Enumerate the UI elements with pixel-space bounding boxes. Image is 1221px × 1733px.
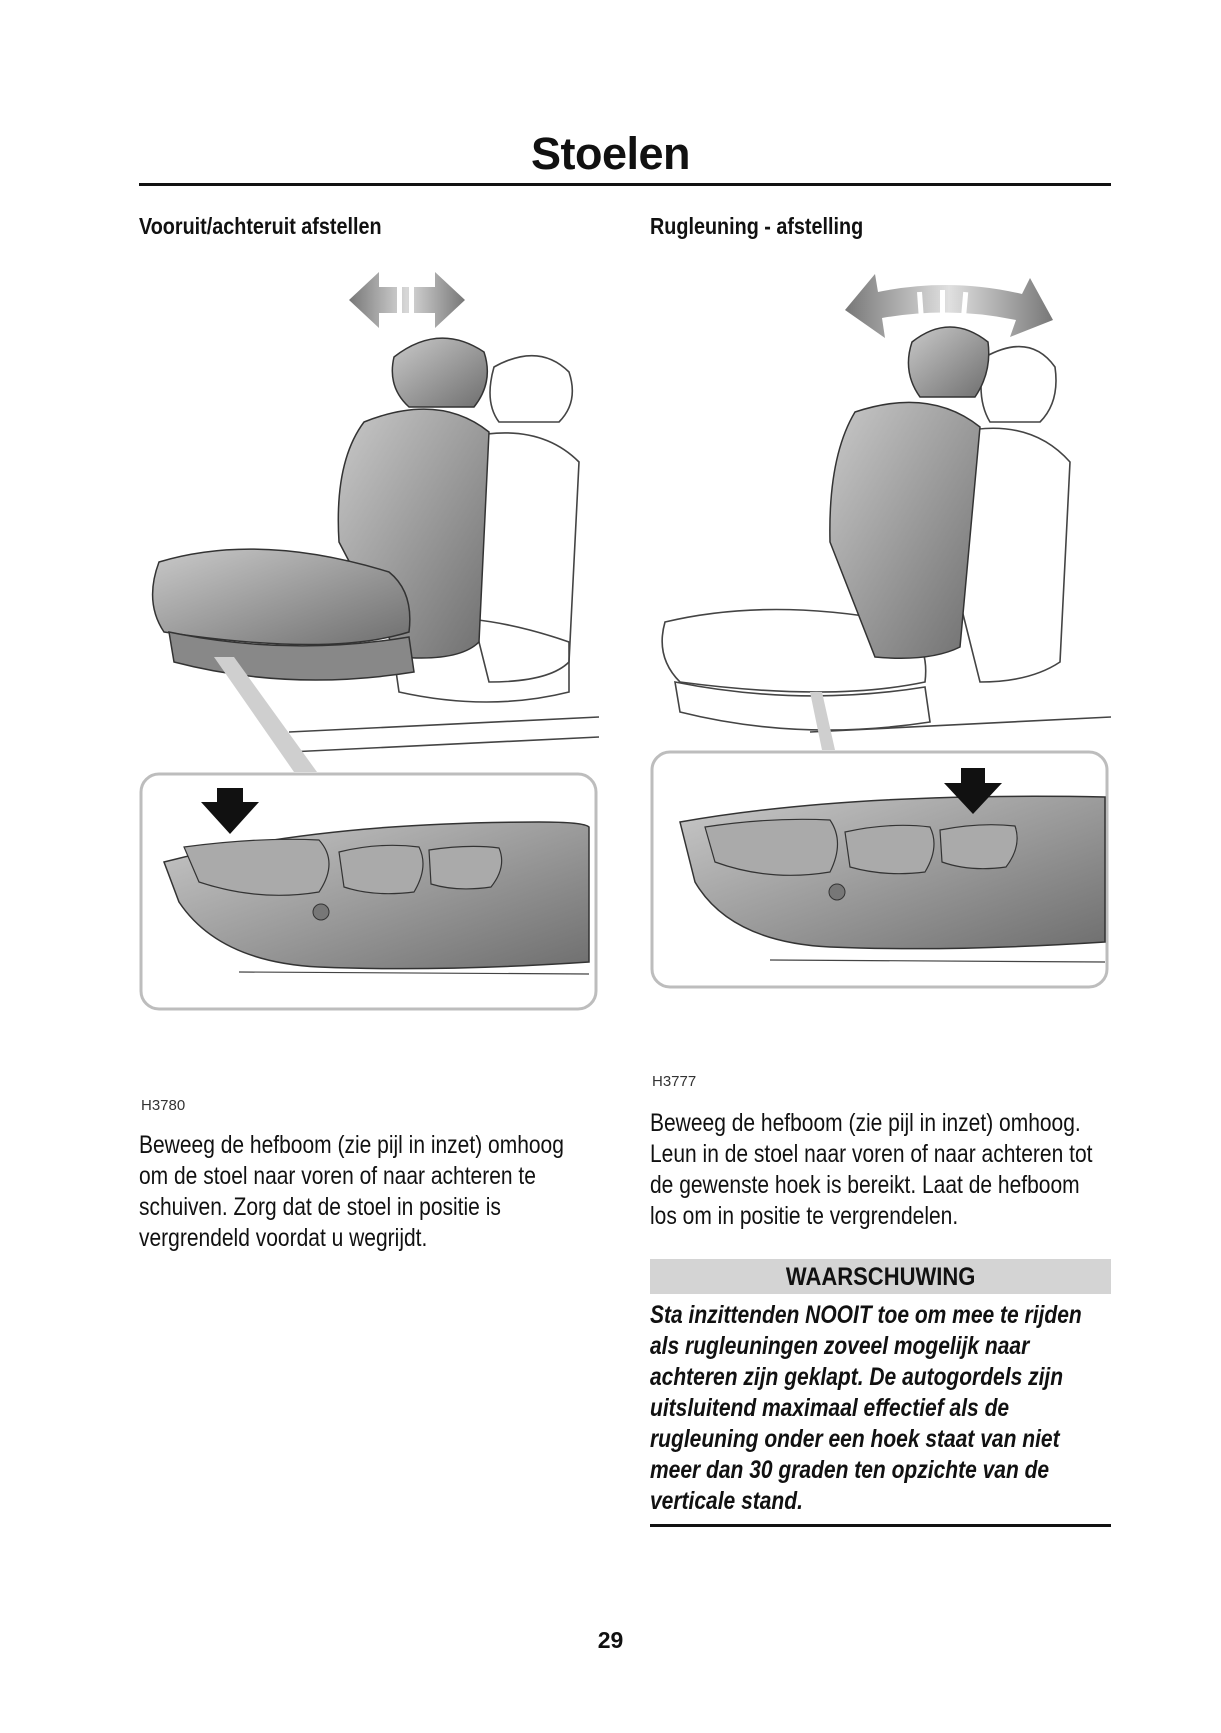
fore-aft-seat-illustration bbox=[139, 262, 599, 1092]
right-section-heading: Rugleuning - afstelling bbox=[650, 213, 864, 239]
warning-label-text: WAARSCHUWING bbox=[785, 1263, 976, 1291]
left-figure-code: H3780 bbox=[141, 1097, 186, 1114]
warning-bottom-rule bbox=[650, 1524, 1111, 1527]
right-figure-code: H3777 bbox=[652, 1073, 697, 1090]
seat-icon bbox=[153, 338, 489, 680]
backrest-icon bbox=[830, 327, 989, 658]
left-section-heading: Vooruit/achteruit afstellen bbox=[139, 213, 382, 239]
page-number: 29 bbox=[597, 1627, 624, 1653]
warning-text: Sta inzittenden NOOIT toe om mee te rijden als rugleuningen zoveel mogelijk naar achteren zijn geklapt. De autogordels zijn uitsluitend maximaal effectief als de rugleuning onder een hoek staat van niet meer dan 30 graden ten opzichte van de verticale stand. bbox=[650, 1301, 1082, 1515]
warning-label bbox=[650, 1259, 1111, 1294]
title-divider bbox=[139, 183, 1111, 186]
backrest-recline-illustration bbox=[650, 262, 1111, 1072]
left-body-text: Beweeg de hefboom (zie pijl in inzet) omhoog om de stoel naar voren of naar achteren te schuiven. Zorg dat de stoel in positie is vergrendeld voordat u wegrijdt. bbox=[139, 1131, 564, 1252]
right-body-text: Beweeg de hefboom (zie pijl in inzet) omhoog. Leun in de stoel naar voren of naar achteren tot de gewenste hoek is bereikt. Laat de hefboom los om in positie te vergrendelen. bbox=[650, 1109, 1093, 1230]
page-title: Stoelen bbox=[530, 128, 691, 179]
fore-aft-arrow-icon bbox=[349, 272, 465, 328]
